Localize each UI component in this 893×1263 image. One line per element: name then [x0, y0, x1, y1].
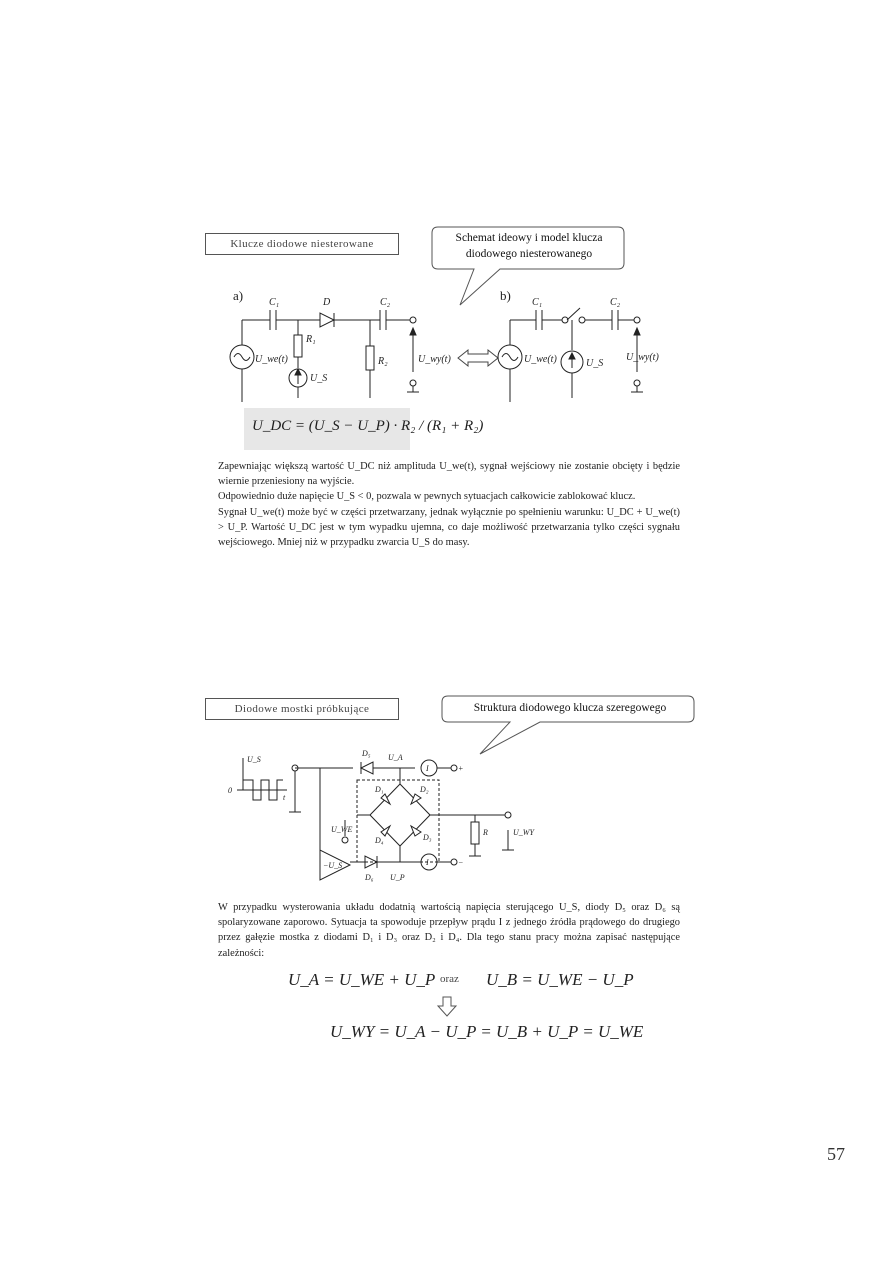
section-tag-diode-bridges	[205, 698, 399, 720]
label-us-wave: U_S	[247, 755, 261, 764]
equation-ua: U_A = U_WE + U_P	[288, 970, 436, 989]
label-d2: D₂	[420, 785, 429, 794]
callout-text	[432, 230, 626, 262]
paragraph-1: Zapewniając większą wartość U_DC niż amplituda U_we(t), sygnał wejściowy nie zostanie obcięty i będzie wiernie przeniesiony na wyjście.	[218, 461, 680, 488]
section1-text	[218, 459, 680, 550]
label-r2: R₂	[378, 356, 388, 367]
section-tag-diode-keys	[205, 233, 399, 255]
label-uwy: U_WY	[513, 828, 534, 837]
label-uwy-a: U_wy(t)	[418, 354, 451, 365]
label-i-bottom: I	[426, 858, 429, 867]
section-tag-text-2: Diodowe mostki próbkujące	[234, 703, 370, 715]
label-d4: D₄	[375, 836, 384, 845]
label-c1: C₁	[269, 297, 280, 308]
paragraph-2: Odpowiednio duże napięcie U_S < 0, pozwala w pewnych sytuacjach całkowicie zablokować klucz.	[218, 491, 636, 503]
formula-udc: U_DC = (U_S − U_P) · R₂ / (R₁ + R₂)	[252, 418, 484, 434]
label-c1-b: C₁	[532, 297, 543, 308]
label-d6: D₆	[365, 873, 374, 882]
paragraph-bridge: W przypadku wysterowania układu dodatnią wartością napięcia sterującego U_S, diody D₅ oraz D₆ są spolaryzowane zaporowo. Sytuacja ta spowoduje przepływ prądu I z jednego źródła prądowego do drugiego przez gałęzie mostka z diodami D₁ i D₃ oraz D₂ i D₄. Dla tego stanu pracy można zapisać następujące zależności:	[218, 902, 680, 959]
label-d5: D₅	[362, 749, 371, 758]
label-r: R	[483, 828, 488, 837]
equation-ub: U_B = U_WE − U_P	[486, 970, 634, 989]
label-plus: +	[458, 764, 464, 773]
label-d3: D₃	[423, 833, 432, 842]
paragraph-3: Sygnał U_we(t) może być w części przetwarzany, jednak wyłącznie po spełnieniu warunku: U_DC + U_we(t) > U_P. Wartość U_DC jest w tym wypadku ujemna, co daje możliwość przetwarzania tylko części sygnału wejściowego. Mniej niż w przypadku zwarcia U_S do masy.	[218, 506, 680, 549]
label-uwe-b: U_we(t)	[524, 354, 557, 365]
label-uwe: U_WE	[331, 825, 353, 834]
diagram-b-label: b)	[500, 288, 511, 303]
label-d: D	[323, 297, 331, 308]
arrow-down-icon	[436, 996, 458, 1018]
callout-text-2: Struktura diodowego klucza szeregowego	[473, 702, 667, 714]
label-up: U_P	[390, 873, 405, 882]
callout-line-1: Schemat ideowy i model klucza	[455, 232, 603, 244]
circuit-diagram-unsteered-key	[220, 280, 660, 410]
equation-oraz: oraz	[440, 973, 459, 985]
label-zero: 0	[228, 786, 232, 795]
label-r1: R₁	[306, 334, 316, 345]
label-c2-b: C₂	[610, 297, 621, 308]
label-minus-us: −U_S	[323, 861, 343, 870]
label-ua: U_A	[388, 753, 403, 762]
label-minus: −	[458, 858, 464, 867]
page-number: 57	[827, 1144, 845, 1164]
label-i-top: I	[426, 764, 429, 773]
section2-text	[218, 900, 680, 961]
label-us-a: U_S	[310, 373, 328, 384]
label-c2: C₂	[380, 297, 391, 308]
section-tag-text: Klucze diodowe niesterowane	[230, 238, 374, 250]
circuit-diagram-diode-bridge	[225, 740, 545, 890]
label-t: t	[283, 793, 286, 802]
label-us-b: U_S	[586, 358, 604, 369]
diagram-a-label: a)	[233, 288, 244, 303]
callout-line-2: diodowego niesterowanego	[465, 248, 593, 260]
equation-uwy: U_WY = U_A − U_P = U_B + U_P = U_WE	[330, 1022, 644, 1041]
label-uwe-a: U_we(t)	[255, 354, 288, 365]
label-d1: D₁	[375, 785, 384, 794]
label-uwy-b: U_wy(t)	[626, 352, 659, 363]
